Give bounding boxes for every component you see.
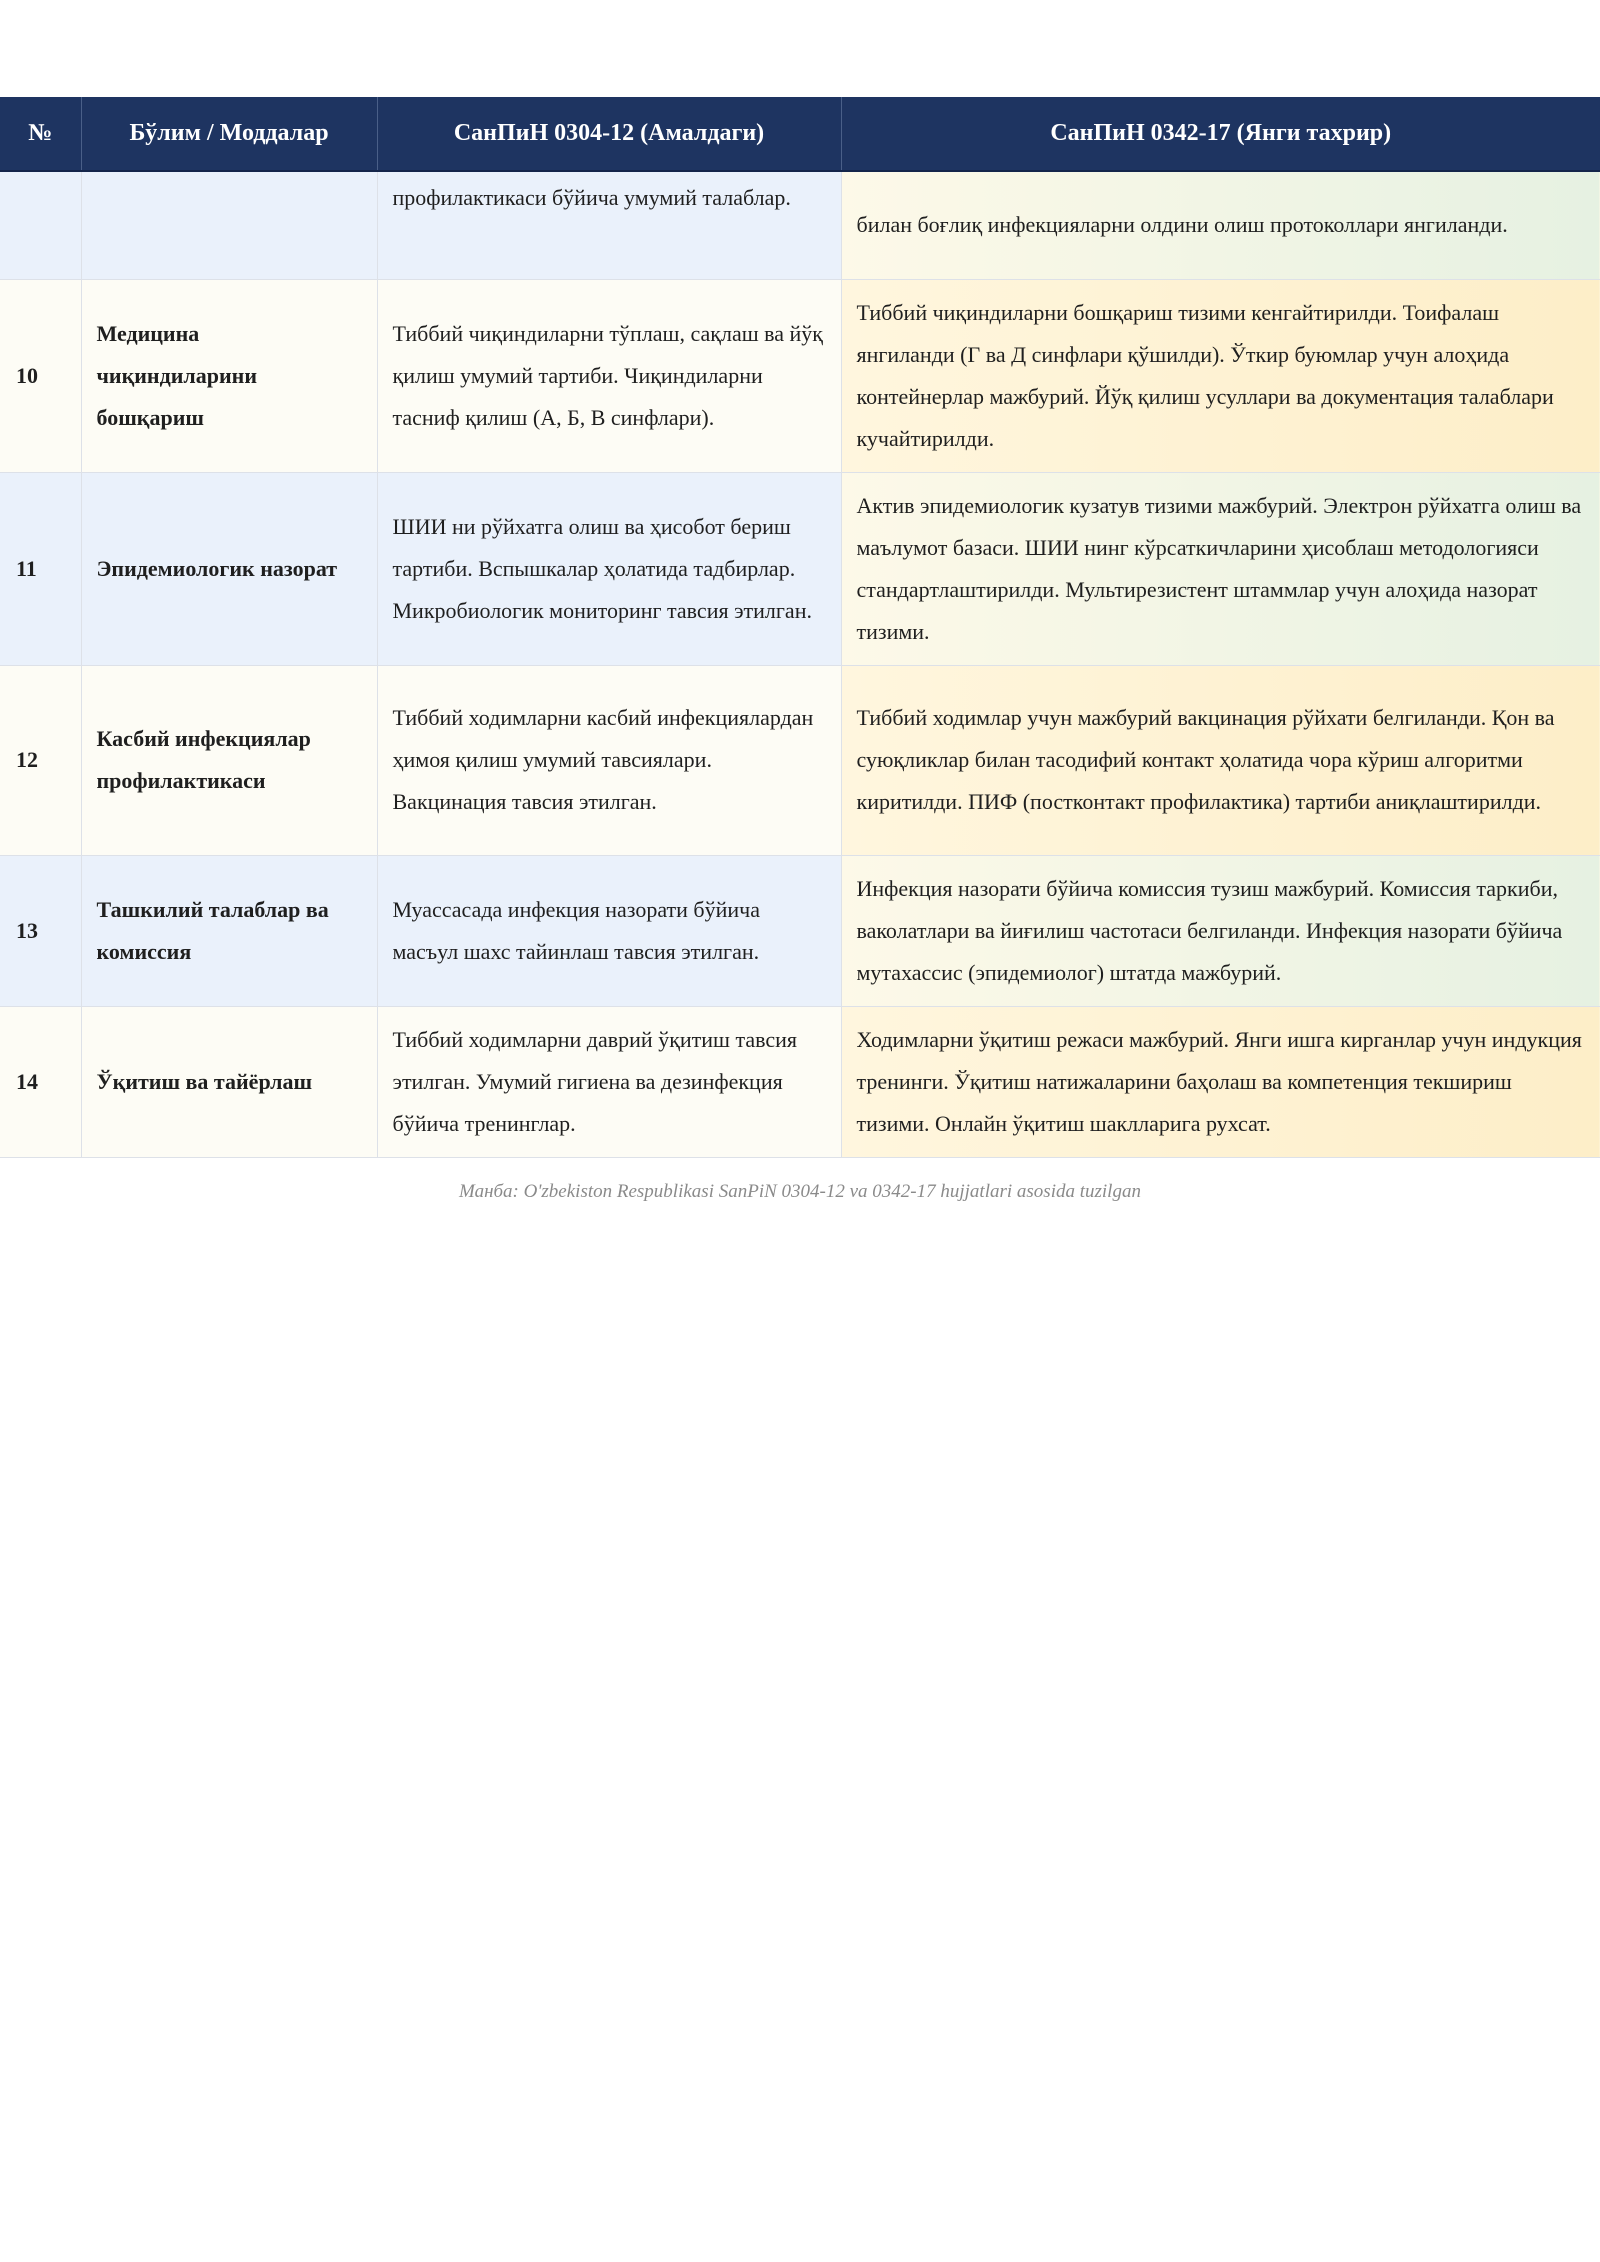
row-new-text: билан боғлиқ инфекцияларни олдини олиш протоколлари янгиланди.: [841, 171, 1600, 279]
row-number: [0, 171, 81, 279]
table-row: [0, 665, 1600, 855]
row-new-text: Инфекция назорати бўйича комиссия тузиш мажбурий. Комиссия таркиби, ваколатлари ва йиғилиш частотаси белгиланди. Инфекция назорати бўйича мутахассис (эпидемиолог) штатда мажбурий.: [841, 855, 1600, 1006]
document-page: [0, 97, 1600, 1203]
table-row: [0, 171, 1600, 279]
row-old-text: профилактикаси бўйича умумий талаблар.: [377, 171, 841, 279]
table-row: [0, 855, 1600, 1006]
table-row: [0, 472, 1600, 665]
table-header: [0, 97, 1600, 171]
row-number: 14: [0, 1006, 81, 1157]
header-row: [0, 97, 1600, 171]
row-old-text: Тиббий ходимларни даврий ўқитиш тавсия этилган. Умумий гигиена ва дезинфекция бўйича тренинглар.: [377, 1006, 841, 1157]
source-note: Манба: O'zbekiston Respublikasi SanPiN 0304-12 va 0342-17 hujjatlari asosida tuzilgan: [459, 1180, 1141, 1202]
row-number: 13: [0, 855, 81, 1006]
row-section: Медицина чиқиндиларини бошқариш: [81, 279, 377, 472]
row-section: Касбий инфекциялар профилактикаси: [81, 665, 377, 855]
row-new-text: Тиббий чиқиндиларни бошқариш тизими кенгайтирилди. Тоифалаш янгиланди (Г ва Д синфлари қўшилди). Ўткир буюмлар учун алоҳида контейнерлар мажбурий. Йўқ қилиш усуллари ва документация талаблари кучайтирилди.: [841, 279, 1600, 472]
row-section: Ўқитиш ва тайёрлаш: [81, 1006, 377, 1157]
header-section: Бўлим / Моддалар: [81, 97, 377, 171]
table-row: [0, 279, 1600, 472]
row-section: [81, 171, 377, 279]
row-new-text: Актив эпидемиологик кузатув тизими мажбурий. Электрон рўйхатга олиш ва маълумот базаси. ШИИ нинг кўрсаткичларини ҳисоблаш методологияси стандартлаштирилди. Мультирезистент штаммлар учун алоҳида назорат тизими.: [841, 472, 1600, 665]
row-old-text: Муассасада инфекция назорати бўйича масъул шахс тайинлаш тавсия этилган.: [377, 855, 841, 1006]
row-old-text: ШИИ ни рўйхатга олиш ва ҳисобот бериш тартиби. Вспышкалар ҳолатида тадбирлар. Микробиологик мониторинг тавсия этилган.: [377, 472, 841, 665]
row-old-text: Тиббий чиқиндиларни тўплаш, сақлаш ва йўқ қилиш умумий тартиби. Чиқиндиларни тасниф қилиш (А, Б, В синфлари).: [377, 279, 841, 472]
row-section: Эпидемиологик назорат: [81, 472, 377, 665]
header-old-sanpin: СанПиН 0304-12 (Амалдаги): [377, 97, 841, 171]
header-number: №: [0, 97, 81, 171]
row-old-text: Тиббий ходимларни касбий инфекциялардан ҳимоя қилиш умумий тавсиялари. Вакцинация тавсия этилган.: [377, 665, 841, 855]
row-number: 11: [0, 472, 81, 665]
table-row: [0, 1006, 1600, 1157]
row-new-text: Тиббий ходимлар учун мажбурий вакцинация рўйхати белгиланди. Қон ва суюқликлар билан тасодифий контакт ҳолатида чора кўриш алгоритми киритилди. ПИФ (постконтакт профилактика) тартиби аниқлаштирилди.: [841, 665, 1600, 855]
header-new-sanpin: СанПиН 0342-17 (Янги тахрир): [841, 97, 1600, 171]
comparison-table: [0, 97, 1600, 1158]
row-number: 12: [0, 665, 81, 855]
row-section: Ташкилий талаблар ва комиссия: [81, 855, 377, 1006]
table-body: [0, 171, 1600, 1157]
row-new-text: Ходимларни ўқитиш режаси мажбурий. Янги ишга кирганлар учун индукция тренинги. Ўқитиш натижаларини баҳолаш ва компетенция текшириш тизими. Онлайн ўқитиш шаклларига рухсат.: [841, 1006, 1600, 1157]
row-number: 10: [0, 279, 81, 472]
